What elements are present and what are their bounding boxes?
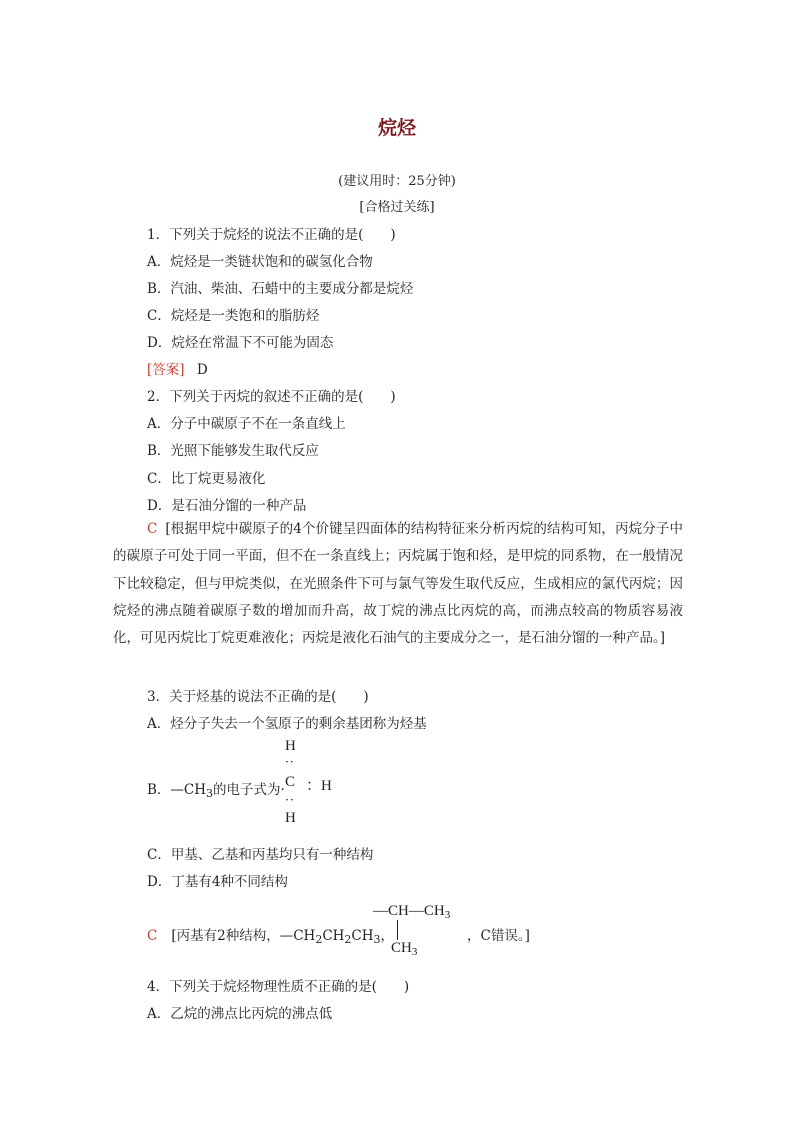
q1-option-a: A．烷烃是一类链状饱和的碳氢化合物: [147, 254, 373, 270]
q1-option-c: C．烷烃是一类饱和的脂肪烃: [147, 308, 320, 324]
q2-stem: 2．下列关于丙烷的叙述不正确的是( ): [147, 389, 396, 405]
branch-bond: [397, 920, 398, 940]
q3-answer: C: [147, 928, 158, 944]
answer-label: [答案]: [147, 362, 185, 378]
q3-option-a: A．烃分子失去一个氢原子的剩余基团称为烃基: [147, 716, 427, 732]
q3-option-c: C．甲基、乙基和丙基均只有一种结构: [147, 847, 374, 863]
q1-answer: [147, 358, 208, 378]
q3-option-d: D．丁基有4种不同结构: [147, 874, 288, 890]
section-heading: [合格过关练]: [359, 200, 435, 215]
q1-stem: 1．下列关于烷烃的说法不正确的是( ): [147, 227, 396, 243]
q1-option-d: D．烷烃在常温下不可能为固态: [147, 335, 334, 351]
q2-option-a: A．分子中碳原子不在一条直线上: [147, 416, 346, 432]
page-title: 烷烃: [377, 117, 416, 139]
propyl-structure-main: $—CH—CH_3$: [373, 903, 451, 921]
q3-explanation-suffix: ，C错误。]: [467, 928, 530, 944]
electron-dots-top: ··: [285, 755, 295, 769]
electron-dots-bottom: ··: [285, 793, 295, 807]
electron-carbon: C: [285, 774, 296, 790]
q2-explanation: [113, 516, 683, 652]
q3-explanation-text: C [丙基有2种结构，$—CH_2CH_2CH_3$，: [147, 928, 395, 946]
q3-option-b-text: B．$—CH_3$的电子式为·: [147, 782, 285, 800]
q3-stem: 3．关于烃基的说法不正确的是( ): [147, 689, 369, 705]
q2-answer: C: [147, 521, 158, 537]
q4-option-a: A．乙烷的沸点比丙烷的沸点低: [147, 1006, 333, 1022]
answer-value: D: [196, 362, 208, 378]
q2-option-c: C．比丁烷更易液化: [147, 471, 266, 487]
q1-option-b: B．汽油、柴油、石蜡中的主要成分都是烷烃: [147, 281, 414, 297]
electron-h-bottom: H: [285, 810, 296, 826]
electron-h-top: H: [285, 738, 296, 754]
propyl-structure-branch: $CH_3$: [391, 940, 418, 958]
q4-stem: 4．下列关于烷烃物理性质不正确的是( ): [147, 979, 410, 995]
q2-option-b: B．光照下能够发生取代反应: [147, 443, 319, 459]
q2-option-d: D．是石油分馏的一种产品: [147, 498, 307, 514]
q2-explanation-text: [根据甲烷中碳原子的4个价键呈四面体的结构特征来分析丙烷的结构可知，丙烷分子中的碳原子可处于同一平面，但不在一条直线上；丙烷属于饱和烃，是甲烷的同系物，在一般情况下比较稳定，但与甲烷类似，在光照条件下可与氯气等发生取代反应，生成相应的氯代丙烷；因烷烃的沸点随着碳原子数的增加而升高，故丁烷的沸点比丙烷的高，而沸点较高的物质容易液化，可见丙烷比丁烷更难液化；丙烷是液化石油气的主要成分之一，是石油分馏的一种产品。]: [113, 521, 683, 647]
electron-h-right: ：H: [306, 778, 332, 794]
time-note: (建议用时：25分钟): [338, 174, 456, 189]
